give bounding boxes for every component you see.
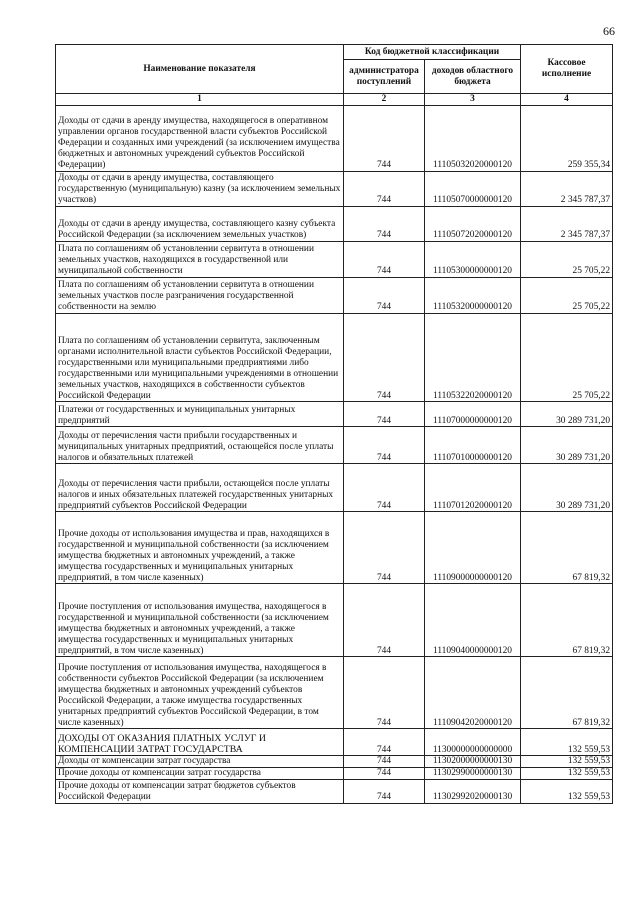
row-admin-code: 744 (344, 207, 425, 242)
row-amount: 132 559,53 (521, 729, 613, 756)
table-row (56, 402, 613, 427)
table-row (56, 464, 613, 512)
row-income-code: 11302990000000130 (425, 768, 521, 780)
row-admin-code: 744 (344, 242, 425, 278)
table-row (56, 106, 613, 172)
row-amount: 30 289 731,20 (521, 427, 613, 464)
row-admin-code: 744 (344, 402, 425, 427)
row-name: Прочие доходы от компенсации затрат государства (56, 768, 344, 780)
row-admin-code: 744 (344, 106, 425, 172)
row-income-code: 11109000000000120 (425, 512, 521, 584)
row-name: Плата по соглашениям об установлении сервитута, заключенным органами исполнительной власти субъектов Российской Федерации, государственными или муниципальными предприятиями либо государственными или муниципальными учреждениями в отношении земельных участков, находящихся в собственности субъектов Российской Федерации (56, 314, 344, 402)
table-header (56, 45, 613, 106)
header-amount: Кассовое исполнение (521, 45, 613, 94)
row-income-code: 11107000000000120 (425, 402, 521, 427)
row-name: Доходы от компенсации затрат государства (56, 756, 344, 768)
row-income-code: 11109040000000120 (425, 584, 521, 657)
row-admin-code: 744 (344, 427, 425, 464)
row-amount: 132 559,53 (521, 756, 613, 768)
row-income-code: 11105032020000120 (425, 106, 521, 172)
row-income-code: 11105070000000120 (425, 172, 521, 207)
row-amount: 67 819,32 (521, 657, 613, 729)
row-name: Прочие поступления от использования имущества, находящегося в собственности субъектов Российской Федерации (за исключением имущества бюджетных и автономных учреждений субъектов Российской Федерации, а также имущества государственных унитарных предприятий субъектов Российской Федерации, в том числе казенных) (56, 657, 344, 729)
row-amount: 25 705,22 (521, 278, 613, 314)
table-row (56, 768, 613, 780)
row-name: Доходы от перечисления части прибыли государственных и муниципальных унитарных предприятий, остающейся после уплаты налогов и обязательных платежей (56, 427, 344, 464)
row-amount: 30 289 731,20 (521, 464, 613, 512)
row-name: Плата по соглашениям об установлении сервитута в отношении земельных участков, находящихся в государственной или муниципальной собственности (56, 242, 344, 278)
table-row (56, 207, 613, 242)
col-number-4: 4 (521, 94, 613, 106)
row-admin-code: 744 (344, 584, 425, 657)
table-row (56, 584, 613, 657)
row-admin-code: 744 (344, 768, 425, 780)
table-row (56, 427, 613, 464)
row-amount: 25 705,22 (521, 242, 613, 278)
row-income-code: 11105072020000120 (425, 207, 521, 242)
row-amount: 259 355,34 (521, 106, 613, 172)
row-admin-code: 744 (344, 464, 425, 512)
row-amount: 132 559,53 (521, 768, 613, 780)
row-name: Прочие поступления от использования имущества, находящегося в государственной и муниципальной собственности (за исключением имущества бюджетных и автономных учреждений, а также имущества государственных и муниципальных унитарных предприятий, в том числе казенных) (56, 584, 344, 657)
column-numbers-row (56, 94, 613, 106)
row-income-code: 11109042020000120 (425, 657, 521, 729)
row-name: Доходы от сдачи в аренду имущества, находящегося в оперативном управлении органов государственной власти субъектов Российской Федерации и созданных ими учреждений (за исключением имущества бюджетных и автономных учреждений субъектов Российской Федерации) (56, 106, 344, 172)
table-row (56, 242, 613, 278)
table-row (56, 756, 613, 768)
table-row (56, 172, 613, 207)
row-amount: 2 345 787,37 (521, 172, 613, 207)
header-classification: Код бюджетной классификации (344, 45, 521, 60)
row-amount: 132 559,53 (521, 780, 613, 804)
row-amount: 67 819,32 (521, 512, 613, 584)
table-row (56, 729, 613, 756)
row-admin-code: 744 (344, 657, 425, 729)
table-row (56, 780, 613, 804)
row-name: Прочие доходы от компенсации затрат бюджетов субъектов Российской Федерации (56, 780, 344, 804)
row-income-code: 11105320000000120 (425, 278, 521, 314)
col-number-3: 3 (425, 94, 521, 106)
row-amount: 25 705,22 (521, 314, 613, 402)
row-amount: 67 819,32 (521, 584, 613, 657)
row-admin-code: 744 (344, 756, 425, 768)
row-income-code: 11300000000000000 (425, 729, 521, 756)
row-income-code: 11105322020000120 (425, 314, 521, 402)
row-income-code: 11302000000000130 (425, 756, 521, 768)
header-name: Наименование показателя (56, 45, 344, 94)
header-admin: администратора поступлений (344, 60, 425, 94)
row-name: ДОХОДЫ ОТ ОКАЗАНИЯ ПЛАТНЫХ УСЛУГ И КОМПЕНСАЦИИ ЗАТРАТ ГОСУДАРСТВА (56, 729, 344, 756)
row-admin-code: 744 (344, 729, 425, 756)
table-row (56, 512, 613, 584)
header-income-code: доходов областного бюджета (425, 60, 521, 94)
row-income-code: 11107012020000120 (425, 464, 521, 512)
row-name: Прочие доходы от использования имущества и прав, находящихся в государственной и муниципальной собственности (за исключением имущества бюджетных и автономных учреждений, а также имущества государственных и муниципальных унитарных предприятий, в том числе казенных) (56, 512, 344, 584)
row-admin-code: 744 (344, 278, 425, 314)
table-row (56, 314, 613, 402)
row-admin-code: 744 (344, 512, 425, 584)
row-admin-code: 744 (344, 780, 425, 804)
row-name: Доходы от сдачи в аренду имущества, составляющего государственную (муниципальную) казну (за исключением земельных участков) (56, 172, 344, 207)
row-income-code: 11302992020000130 (425, 780, 521, 804)
row-name: Доходы от перечисления части прибыли, остающейся после уплаты налогов и иных обязательных платежей государственных унитарных предприятий субъектов Российской Федерации (56, 464, 344, 512)
row-name: Платежи от государственных и муниципальных унитарных предприятий (56, 402, 344, 427)
table-body (56, 106, 613, 804)
col-number-2: 2 (344, 94, 425, 106)
col-number-1: 1 (56, 94, 344, 106)
row-admin-code: 744 (344, 172, 425, 207)
row-name: Плата по соглашениям об установлении сервитута в отношении земельных участков после разграничения государственной собственности на землю (56, 278, 344, 314)
table-row (56, 278, 613, 314)
row-income-code: 11105300000000120 (425, 242, 521, 278)
table-row (56, 657, 613, 729)
row-name: Доходы от сдачи в аренду имущества, составляющего казну субъекта Российской Федерации (за исключением земельных участков) (56, 207, 344, 242)
row-admin-code: 744 (344, 314, 425, 402)
page-number: 66 (603, 24, 615, 38)
row-amount: 2 345 787,37 (521, 207, 613, 242)
budget-table (55, 44, 613, 804)
row-income-code: 11107010000000120 (425, 427, 521, 464)
row-amount: 30 289 731,20 (521, 402, 613, 427)
